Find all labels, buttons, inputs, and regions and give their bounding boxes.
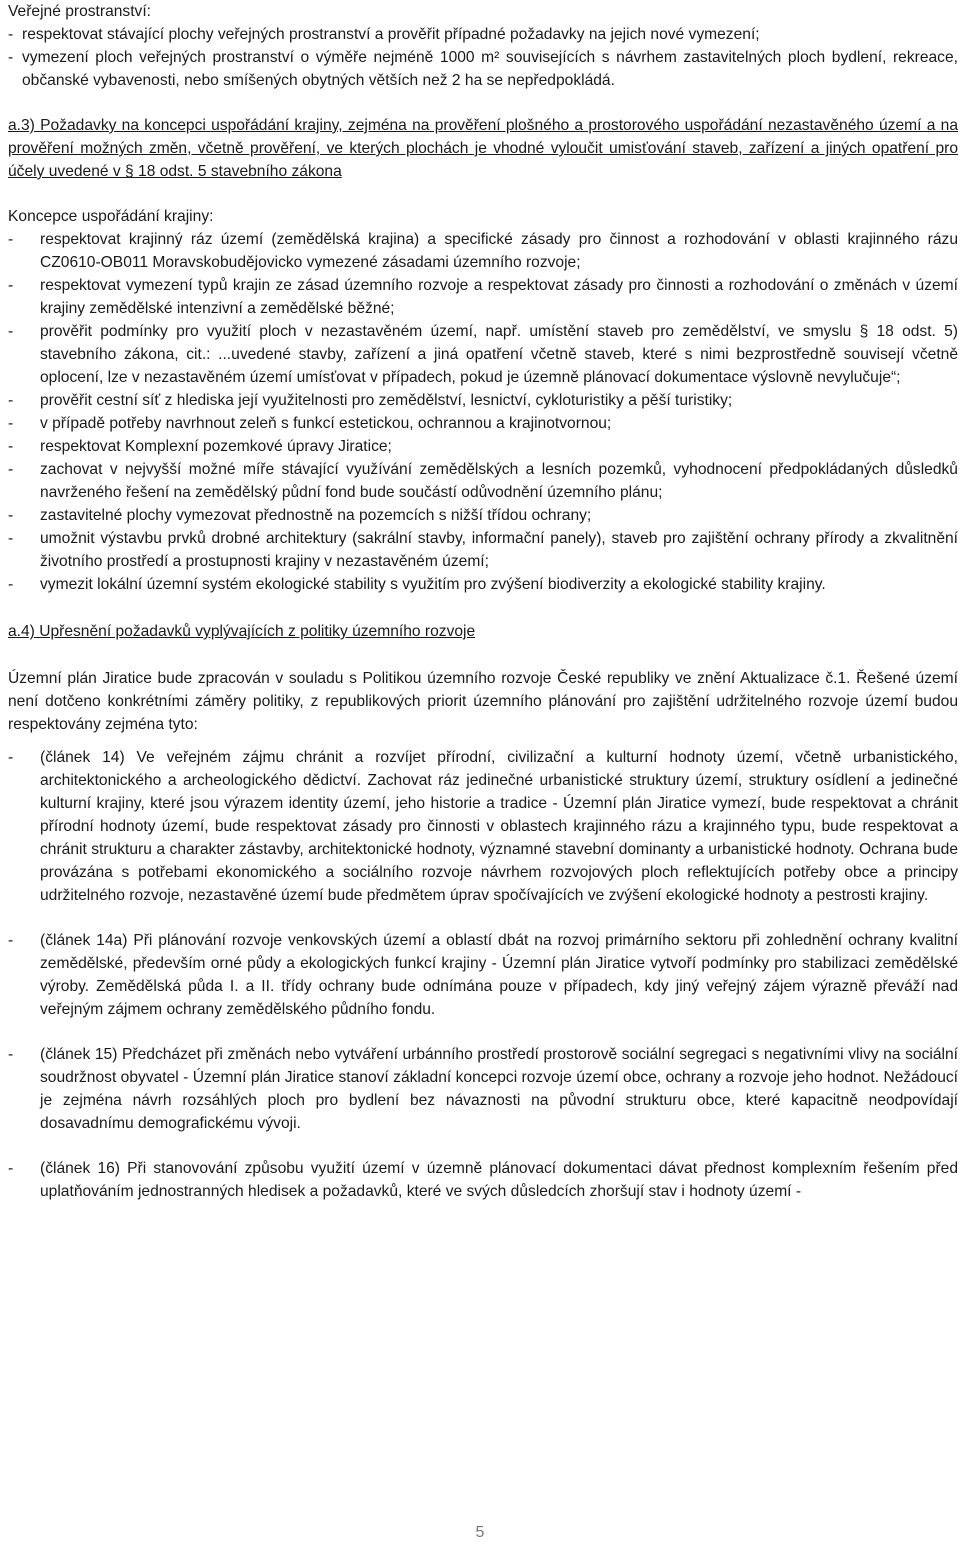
list-item: - respektovat stávající plochy veřejných prostranství a prověřit případné požadavky na jejich nové vymezení; [8, 26, 760, 43]
list-item: - umožnit výstavbu prvků drobné architektury (sakrální stavby, informační panely), staveb pro zajištění ochrany přírody a zkvalitnění životního prostředí a prostupnosti krajiny v nezastavěném území; [8, 530, 958, 570]
list-item: - zastavitelné plochy vymezovat přednostně na pozemcích s nižší třídou ochrany; [8, 507, 592, 524]
article-list [8, 1043, 958, 1135]
section-intro-a4: Územní plán Jiratice bude zpracován v souladu s Politikou územního rozvoje České republiky ve znění Aktualizace č.1. Řešené území není dotčeno konkrétními záměry politiky, z republikových priorit územního plánování pro zajištění udržitelného rozvoje území budou respektovány zejména tyto: [8, 670, 958, 733]
section-heading-a4: a.4) Upřesnění požadavků vyplývajících z politiky územního rozvoje [8, 623, 476, 640]
list-item: - respektovat krajinný ráz území (zemědělská krajina) a specifické zásady pro činnost a rozhodování v oblasti krajinného rázu CZ0610-OB011 Moravskobudějovicko vymezené zásadami územního rozvoje; [8, 231, 958, 271]
list-item: - prověřit cestní síť z hlediska její využitelnosti pro zemědělství, lesnictví, cykloturistiky a pěší turistiky; [8, 392, 733, 409]
list-item: - respektovat Komplexní pozemkové úpravy Jiratice; [8, 438, 392, 455]
public-spaces-list [8, 23, 958, 92]
landscape-list [8, 389, 958, 596]
page-number: 5 [475, 1524, 485, 1541]
document-page [8, 0, 958, 1203]
list-item: - (článek 14a) Při plánování rozvoje venkovských území a oblastí dbát na rozvoj primárního sektoru při zohlednění ochrany kvalitní zemědělské, především orné půdy a ekologických funkcí krajiny - Územní plán Jiratice vytvoří podmínky pro stabilizaci zemědělské výroby. Zemědělská půda I. a II. třídy ochrany bude odnímána pouze v případech, kdy jiný veřejný zájem výrazně převáží nad veřejným zájmem ochrany zemědělského půdního fondu. [8, 932, 958, 1018]
list-item: - (článek 14) Ve veřejném zájmu chránit a rozvíjet přírodní, civilizační a kulturní hodnoty území, včetně urbanistického, architektonického a archeologického dědictví. Zachovat ráz jedinečné urbanistické struktury území, struktury osídlení a jedinečné kulturní krajiny, které jsou výrazem identity území, jeho historie a tradice - Územní plán Jiratice vymezí, bude respektovat a chránit přírodní hodnoty území, bude respektovat zásady pro činnosti v oblastech krajinného rázu a krajinného typu, bude respektovat a chránit strukturu a charakter zástavby, architektonické hodnoty, významné stavební dominanty a urbanistické hodnoty. Ochrana bude provázána s potřebami ekonomického a sociálního rozvoje návrhem rozvojových ploch reflektujících potřeby obce a principy udržitelného rozvoje, nezastavěné území bude předmětem úprav spočívajících ve zvýšení ekologické hodnoty a pestrosti krajiny. [8, 749, 958, 904]
list-item: - vymezit lokální územní systém ekologické stability s využitím pro zvýšení biodiverzity a ekologické stability krajiny. [8, 576, 826, 593]
list-item: - (článek 16) Při stanovování způsobu využití území v územně plánovací dokumentaci dávat přednost komplexním řešením před uplatňováním jednostranných hledisek a požadavků, které ve svých důsledcích zhoršují stav i hodnoty území - [8, 1160, 958, 1200]
list-item: - respektovat vymezení typů krajin ze zásad územního rozvoje a respektovat zásady pro činnosti a rozhodování o změnách v území krajiny zemědělské intenzivní a zemědělské běžné; [8, 277, 958, 317]
list-item: - v případě potřeby navrhnout zeleň s funkcí estetickou, ochrannou a krajinotvornou; [8, 415, 612, 432]
article-list [8, 1157, 958, 1203]
landscape-indented-list [8, 228, 958, 389]
section-subtitle-landscape: Koncepce uspořádání krajiny: [8, 208, 214, 225]
article-list [8, 929, 958, 1021]
list-item: - (článek 15) Předcházet při změnách nebo vytváření urbánního prostředí prostorově sociální segregaci s negativními vlivy na sociální soudržnost obyvatel - Územní plán Jiratice stanoví základní koncepci rozvoje území obce, ochrany a rozvoje jeho hodnot. Nežádoucí je zejména návrh rozsáhlých ploch pro bydlení bez návaznosti na původní strukturu obce, které kapacitně neodpovídají dosavadnímu demografickému vývoji. [8, 1046, 958, 1132]
list-item: - zachovat v nejvyšší možné míře stávající využívání zemědělských a lesních pozemků, vyhodnocení předpokládaných důsledků navrženého řešení na zemědělský půdní fond bude součástí odůvodnění územního plánu; [8, 461, 958, 501]
list-item: - vymezení ploch veřejných prostranství o výměře nejméně 1000 m² souvisejících s návrhem zastavitelných ploch bydlení, rekreace, občanské vybavenosti, nebo smíšených obytných větších než 2 ha se nepředpokládá. [8, 49, 958, 89]
section-title-public-spaces: Veřejné prostranství: [8, 3, 152, 20]
list-item: - prověřit podmínky pro využití ploch v nezastavěném území, např. umístění staveb pro zemědělství, ve smyslu § 18 odst. 5) stavebního zákona, cit.: ...uvedené stavby, zařízení a jiná opatření včetně staveb, které s nimi bezprostředně souvisejí včetně oplocení, lze v nezastavěném území umísťovat v případech, pokud je územně plánovací dokumentace výslovně nevylučuje“; [8, 323, 958, 386]
article-list [8, 746, 958, 907]
section-heading-a3: a.3) Požadavky na koncepci uspořádání krajiny, zejména na prověření plošného a prostorového uspořádání nezastavěného území a na prověření možných změn, včetně prověření, ve kterých plochách je vhodné vyloučit umisťování staveb, zařízení a jiných opatření pro účely uvedené v § 18 odst. 5 stavebního zákona [8, 117, 958, 180]
